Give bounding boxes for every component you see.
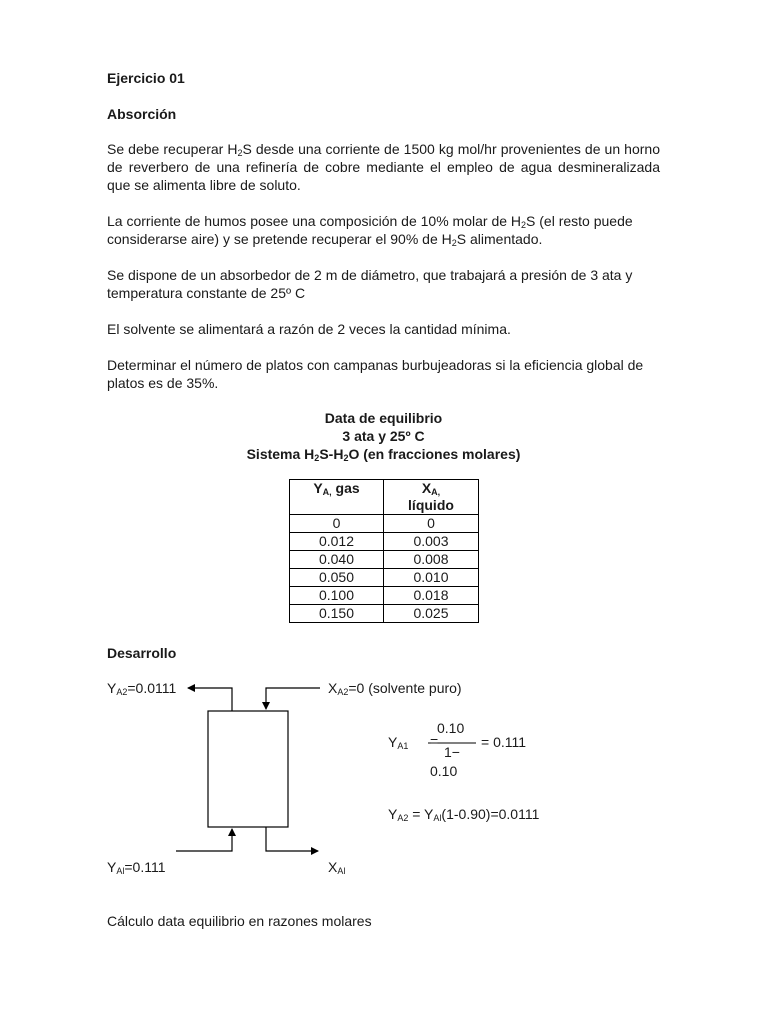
equilibrium-title: Data de equilibrio 3 ata y 25º C Sistema $H_2S-H_2O$ (en fracciones molares) <box>246 410 521 463</box>
cell-xa: 0.003 <box>384 533 479 551</box>
cell-ya: 0 <box>290 515 384 533</box>
gas-outlet-arrow <box>188 688 232 711</box>
eq1-numerator: 0.10 <box>437 720 465 736</box>
paragraph-intro: Se debe recuperar $H_2S$ desde una corriente de 1500 kg mol/hr provenientes de un horno de reverbero de una refinería de cobre mediante el empleo de agua desmineralizada que se alimenta libre de soluto. <box>107 141 660 193</box>
liquid-outlet-arrow <box>266 827 318 851</box>
header-ya-gas: $Y_{A,}$ gas <box>290 480 384 515</box>
cell-ya: 0.040 <box>290 551 384 569</box>
eq1-lhs: $Y_{A1}$ <box>388 734 409 751</box>
cell-xa: 0.025 <box>384 605 479 623</box>
cell-ya: 0.150 <box>290 605 384 623</box>
ya1-label: $Y_{Al}=0.111$ <box>107 859 166 876</box>
exercise-title: Ejercicio 01 <box>107 70 185 86</box>
cell-ya: 0.050 <box>290 569 384 587</box>
eq2: $Y_{A2} = Y_{Al}(1-0.90)=0.0111$ <box>388 806 540 823</box>
paragraph-composition: La corriente de humos posee una composición de 10% molar de $H_2S$ (el resto puede considerarse aire) y se pretende recuperar el 90% de $H_2S$ alimentado. <box>107 213 633 248</box>
cell-xa: 0.008 <box>384 551 479 569</box>
section-heading-absorcion: Absorción <box>107 106 177 122</box>
xa1-label: $X_{Al}$ <box>328 859 346 876</box>
eq1-result: = 0.111 <box>481 734 527 750</box>
solvent-inlet-arrow <box>266 688 320 709</box>
eq1-equals: = <box>430 733 439 749</box>
header-xa-liquido: $X_{A,}$ líquido <box>384 480 479 515</box>
eq1-under: 0.10 <box>430 763 458 779</box>
footer-text: Cálculo data equilibrio en razones molares <box>107 913 372 929</box>
paragraph-absorber: Se dispone de un absorbedor de 2 m de diámetro, que trabajará a presión de 3 ata y temperatura constante de 25º C <box>107 267 633 301</box>
paragraph-task: Determinar el número de platos con campanas burbujeadoras si la eficiencia global de platos es de 35%. <box>107 357 644 391</box>
paragraph-solvent: El solvente se alimentará a razón de 2 veces la cantidad mínima. <box>107 321 511 337</box>
gas-inlet-arrow <box>176 829 232 851</box>
xa2-label: $X_{A2}=0$ (solvente puro) <box>328 680 462 697</box>
section-heading-desarrollo: Desarrollo <box>107 645 177 661</box>
absorber-column <box>208 711 288 827</box>
cell-ya: 0.012 <box>290 533 384 551</box>
ya2-label: $Y_{A2}=0.0111$ <box>107 680 177 697</box>
cell-ya: 0.100 <box>290 587 384 605</box>
cell-xa: 0.018 <box>384 587 479 605</box>
cell-xa: 0 <box>384 515 479 533</box>
cell-xa: 0.010 <box>384 569 479 587</box>
eq1-denominator: 1− <box>444 744 460 760</box>
